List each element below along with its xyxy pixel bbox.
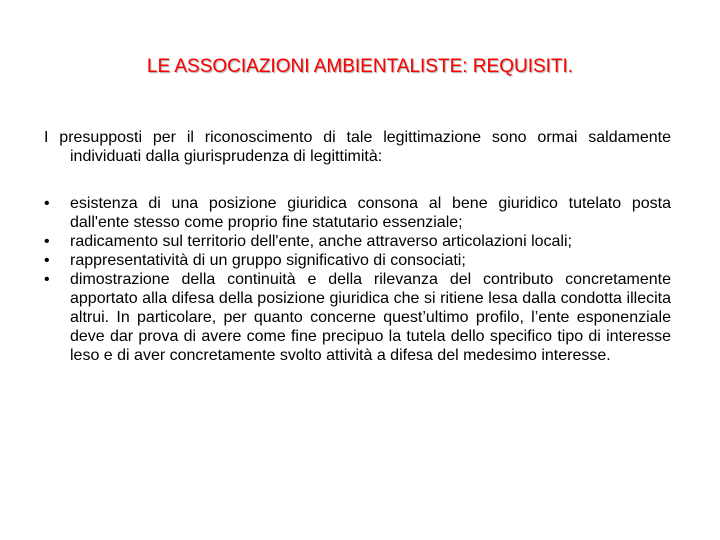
slide-title: LE ASSOCIAZIONI AMBIENTALISTE: REQUISITI. bbox=[146, 56, 574, 77]
list-item bbox=[44, 232, 671, 251]
bullet-icon: • bbox=[44, 271, 50, 288]
bullet-icon: • bbox=[44, 233, 50, 250]
bullet-icon: • bbox=[44, 195, 50, 212]
list-item-text: dimostrazione della continuità e della rilevanza del contributo concretamente apportato alla difesa della posizione giuridica che si ritiene lesa dalla condotta illecita altrui. In particolare, per quanto concerne quest’ultimo profilo, l’ente esponenziale deve dar prova di avere come fine precipuo la tutela dello specifico tipo di interesse leso e di aver concretamente svolto attività a difesa del medesimo interesse. bbox=[70, 271, 671, 364]
intro-paragraph: I presupposti per il riconoscimento di tale legittimazione sono ormai saldamente individuati dalla giurisprudenza di legittimità: bbox=[44, 129, 671, 165]
bullet-icon: • bbox=[44, 252, 50, 269]
list-item bbox=[44, 251, 671, 270]
list-item-text: esistenza di una posizione giuridica consona al bene giuridico tutelato posta dall'ente stesso come proprio fine statutario essenziale; bbox=[70, 195, 671, 231]
requirements-list bbox=[44, 194, 671, 365]
list-item-text: rappresentatività di un gruppo significativo di consociati; bbox=[70, 252, 466, 269]
list-item bbox=[44, 194, 671, 232]
list-item-text: radicamento sul territorio dell'ente, anche attraverso articolazioni locali; bbox=[70, 233, 572, 250]
list-item bbox=[44, 270, 671, 365]
